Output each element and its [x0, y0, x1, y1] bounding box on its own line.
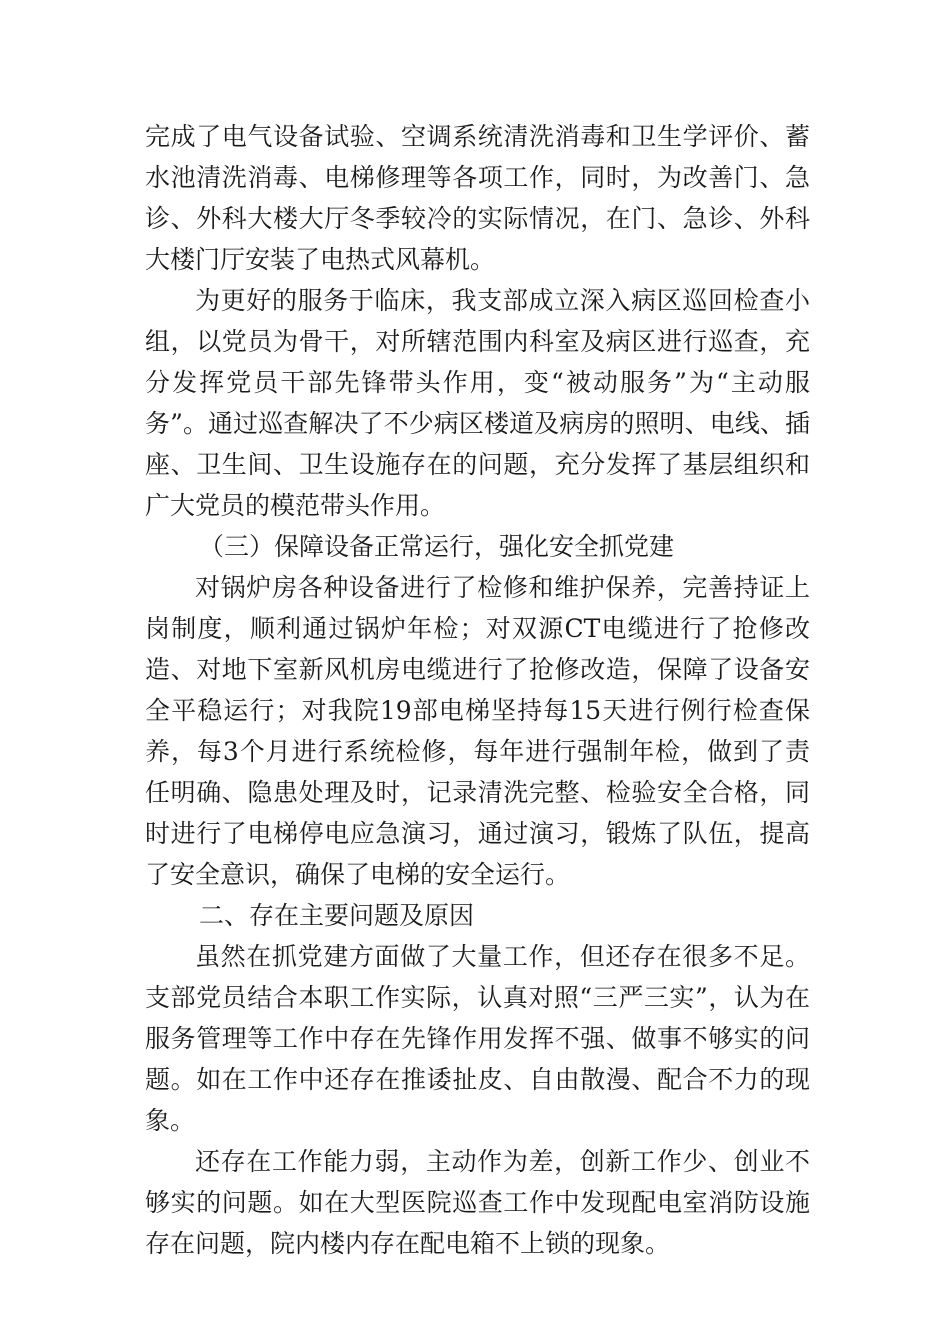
paragraph-boiler-elevator: 对锅炉房各种设备进行了检修和维护保养，完善持证上岗制度，顺利通过锅炉年检；对双源CT电缆进行了抢修改造、对地下室新风机房电缆进行了抢修改造，保障了设备安全平稳运行；对我院19部电梯坚持每15天进行例行检查保养，每3个月进行系统检修，每年进行强制年检，做到了责任明确、隐患处理及时，记录清洗完整、检验安全合格，同时进行了电梯停电应急演习，通过演习，锻炼了队伍，提高了安全意识，确保了电梯的安全运行。	[145, 573, 810, 889]
paragraph-capability-issues: 还存在工作能力弱，主动作为差，创新工作少、创业不够实的问题。如在大型医院巡查工作中发现配电室消防设施存在问题，院内楼内存在配电箱不上锁的现象。	[145, 1147, 810, 1258]
paragraph-equipment-work: 完成了电气设备试验、空调系统清洗消毒和卫生学评价、蓄水池清洗消毒、电梯修理等各项工作，同时，为改善门、急诊、外科大楼大厅冬季较冷的实际情况，在门、急诊、外科大楼门厅安装了电热式风幕机。	[145, 122, 810, 274]
section-heading-equipment-safety: （三）保障设备正常运行，强化安全抓党建	[199, 532, 675, 561]
paragraph-inspection-team: 为更好的服务于临床，我支部成立深入病区巡回检查小组，以党员为骨干，对所辖范围内科室及病区进行巡查，充分发挥党员干部先锋带头作用，变“被动服务”为“主动服务”。通过巡查解决了不少病区楼道及病房的照明、电线、插座、卫生间、卫生设施存在的问题，充分发挥了基层组织和广大党员的模范带头作用。	[145, 286, 810, 520]
section-heading-problems: 二、存在主要问题及原因	[199, 901, 475, 930]
document-body	[145, 116, 810, 1264]
paragraph-shortcomings: 虽然在抓党建方面做了大量工作，但还存在很多不足。支部党员结合本职工作实际，认真对照“三严三实”，认为在服务管理等工作中存在先锋作用发挥不强、做事不够实的问题。如在工作中还存在推诿扯皮、自由散漫、配合不力的现象。	[145, 942, 810, 1135]
